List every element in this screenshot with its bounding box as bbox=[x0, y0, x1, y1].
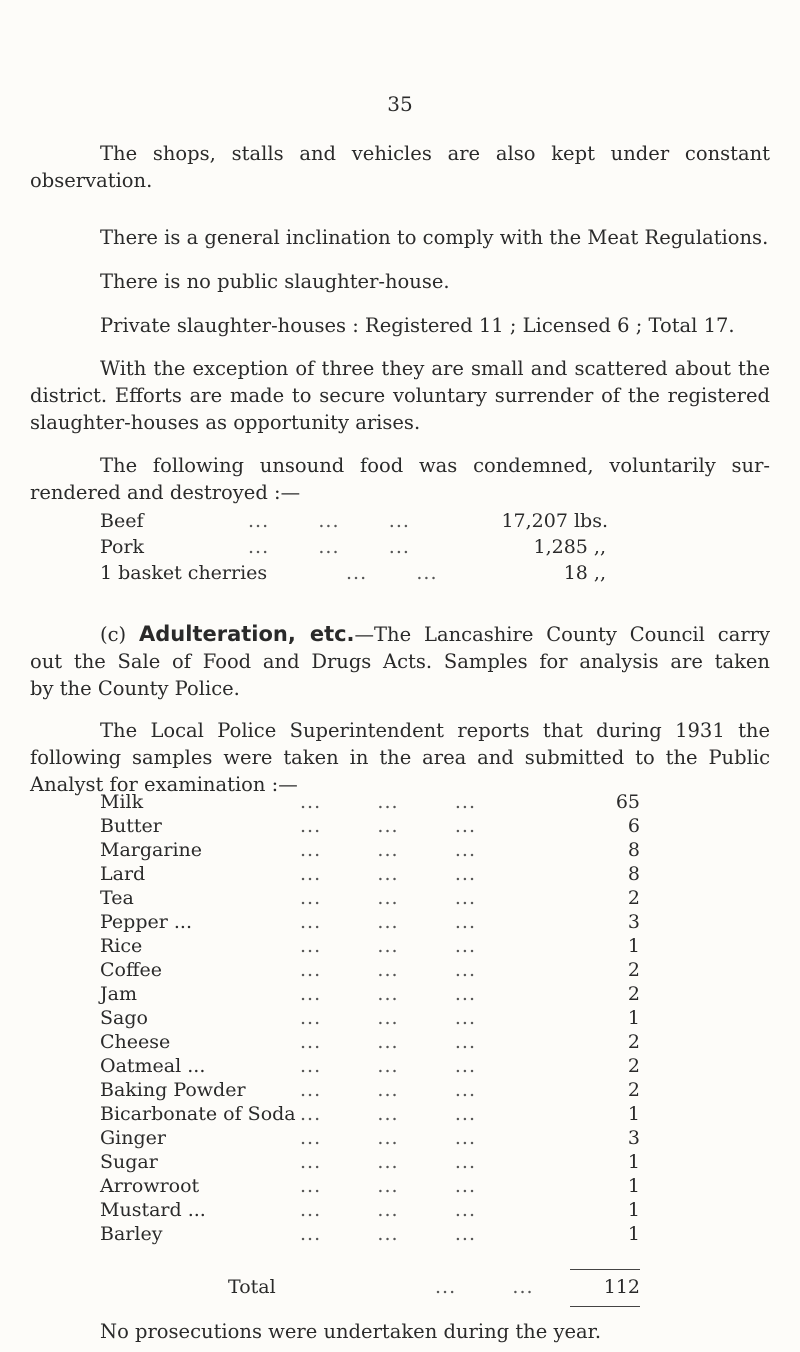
sample-count: 2 bbox=[627, 887, 640, 909]
sample-count: 1 bbox=[627, 1175, 640, 1197]
leader-dots: ... ... ... bbox=[300, 1103, 476, 1125]
leader-dots: ... ... ... bbox=[300, 959, 476, 981]
para-exception-line3: slaughter-houses as opportunity arises. bbox=[30, 411, 421, 434]
para-closing: No prosecutions were undertaken during the year. bbox=[100, 1320, 602, 1343]
sample-item: Mustard ... bbox=[100, 1199, 206, 1221]
sample-item: Baking Powder bbox=[100, 1079, 246, 1101]
condemned-row bbox=[100, 536, 606, 562]
leader-dots: ... ... ... bbox=[300, 911, 476, 933]
sample-row bbox=[100, 1031, 640, 1057]
sample-item: Butter bbox=[100, 815, 162, 837]
leader-dots: ... ... ... bbox=[300, 1175, 476, 1197]
para-adulteration-line1 bbox=[30, 621, 770, 648]
sample-count: 2 bbox=[627, 1079, 640, 1101]
sample-row bbox=[100, 791, 640, 817]
leader-dots: ... ... ... bbox=[300, 1055, 476, 1077]
sample-row bbox=[100, 1175, 640, 1201]
condemned-item: Beef bbox=[100, 510, 144, 532]
sample-row bbox=[100, 935, 640, 961]
sample-row bbox=[100, 1127, 640, 1153]
condemned-item: Pork bbox=[100, 536, 145, 558]
leader-dots: ... ... ... bbox=[300, 983, 476, 1005]
sample-item: Oatmeal ... bbox=[100, 1055, 206, 1077]
leader-dots: ... ... ... bbox=[300, 1223, 476, 1245]
sample-item: Bicarbonate of Soda bbox=[100, 1103, 296, 1125]
section-heading: Adulteration, etc. bbox=[139, 622, 355, 646]
sample-row bbox=[100, 911, 640, 937]
para-private-slaughterhouses: Private slaughter-houses : Registered 11 ; Licensed 6 ; Total 17. bbox=[100, 314, 735, 337]
sample-count: 1 bbox=[627, 1151, 640, 1173]
para-police-report-line1: The Local Police Superintendent reports that during 1931 the bbox=[100, 719, 770, 742]
leader-dots: ... ... ... bbox=[300, 863, 476, 885]
leader-dots: ... ... ... bbox=[300, 839, 476, 861]
para-meat-regulations: There is a general inclination to comply with the Meat Regulations. bbox=[100, 226, 769, 249]
sample-count: 1 bbox=[627, 1223, 640, 1245]
sample-row bbox=[100, 1223, 640, 1249]
sample-row bbox=[100, 1079, 640, 1105]
leader-dots: ... ... ... bbox=[300, 1199, 476, 1221]
sample-row bbox=[100, 863, 640, 889]
condemned-row bbox=[100, 510, 608, 536]
total-label: Total bbox=[228, 1276, 276, 1298]
total-value: 112 bbox=[603, 1276, 640, 1298]
sample-count: 1 bbox=[627, 1007, 640, 1029]
sample-count: 2 bbox=[627, 959, 640, 981]
sample-row bbox=[100, 1103, 640, 1129]
para-adulteration-rest: —The Lancashire County Council carry bbox=[354, 623, 770, 646]
sample-item: Sugar bbox=[100, 1151, 158, 1173]
para-adulteration-line3: by the County Police. bbox=[30, 677, 240, 700]
para-unsound-food-line1: The following unsound food was condemned, voluntarily sur- bbox=[100, 454, 770, 477]
para-shops bbox=[30, 140, 770, 194]
sample-item: Arrowroot bbox=[100, 1175, 200, 1197]
condemned-row bbox=[100, 562, 606, 588]
leader-dots: ... ... bbox=[435, 1276, 534, 1298]
para-police-report-line3: Analyst for examination :— bbox=[30, 773, 298, 796]
sample-count: 1 bbox=[627, 1199, 640, 1221]
sample-count: 6 bbox=[627, 815, 640, 837]
condemned-amount: 1,285 ,, bbox=[533, 536, 606, 558]
sample-row bbox=[100, 1007, 640, 1033]
sample-row bbox=[100, 1199, 640, 1225]
condemned-amount: 18 ,, bbox=[563, 562, 606, 584]
para-exception bbox=[30, 355, 770, 436]
sample-item: Ginger bbox=[100, 1127, 166, 1149]
para-exception-line2: district. Efforts are made to secure voluntary surrender of the registered bbox=[30, 384, 770, 407]
sample-item: Sago bbox=[100, 1007, 148, 1029]
para-no-public-slaughterhouse: There is no public slaughter-house. bbox=[100, 270, 450, 293]
sample-count: 2 bbox=[627, 983, 640, 1005]
leader-dots: ... ... ... bbox=[300, 1031, 476, 1053]
para-shops-line2: observation. bbox=[30, 169, 153, 192]
page-number: 35 bbox=[387, 92, 413, 116]
para-exception-line1: With the exception of three they are small and scattered about the bbox=[100, 357, 770, 380]
para-adulteration bbox=[30, 621, 770, 702]
section-label: (c) bbox=[100, 623, 140, 646]
leader-dots: ... ... ... bbox=[300, 1151, 476, 1173]
condemned-item: 1 basket cherries bbox=[100, 562, 268, 584]
leader-dots: ... ... ... bbox=[300, 887, 476, 909]
leader-dots: ... ... ... bbox=[300, 791, 476, 813]
sample-count: 1 bbox=[627, 935, 640, 957]
sample-count: 2 bbox=[627, 1055, 640, 1077]
sample-row bbox=[100, 1151, 640, 1177]
total-rule-bottom bbox=[570, 1306, 640, 1307]
para-unsound-food bbox=[30, 452, 770, 506]
para-shops-line1: The shops, stalls and vehicles are also kept under constant bbox=[100, 142, 770, 165]
sample-row bbox=[100, 983, 640, 1009]
leader-dots: ... ... bbox=[346, 562, 438, 584]
sample-row bbox=[100, 1055, 640, 1081]
para-police-report bbox=[30, 717, 770, 798]
sample-item: Milk bbox=[100, 791, 144, 813]
leader-dots: ... ... ... bbox=[248, 510, 410, 532]
para-adulteration-line2: out the Sale of Food and Drugs Acts. Samples for analysis are taken bbox=[30, 650, 770, 673]
sample-count: 8 bbox=[627, 839, 640, 861]
sample-item: Margarine bbox=[100, 839, 202, 861]
sample-item: Pepper ... bbox=[100, 911, 192, 933]
leader-dots: ... ... ... bbox=[300, 1007, 476, 1029]
sample-count: 2 bbox=[627, 1031, 640, 1053]
sample-item: Rice bbox=[100, 935, 143, 957]
sample-count: 8 bbox=[627, 863, 640, 885]
leader-dots: ... ... ... bbox=[248, 536, 410, 558]
sample-count: 3 bbox=[627, 1127, 640, 1149]
sample-item: Coffee bbox=[100, 959, 162, 981]
sample-row bbox=[100, 887, 640, 913]
sample-item: Cheese bbox=[100, 1031, 171, 1053]
sample-count: 65 bbox=[615, 791, 640, 813]
sample-count: 1 bbox=[627, 1103, 640, 1125]
sample-item: Tea bbox=[100, 887, 134, 909]
leader-dots: ... ... ... bbox=[300, 815, 476, 837]
sample-count: 3 bbox=[627, 911, 640, 933]
condemned-amount: 17,207 lbs. bbox=[501, 510, 608, 532]
sample-item: Lard bbox=[100, 863, 146, 885]
total-row bbox=[100, 1276, 640, 1302]
total-rule-top bbox=[570, 1269, 640, 1270]
leader-dots: ... ... ... bbox=[300, 1079, 476, 1101]
sample-row bbox=[100, 839, 640, 865]
leader-dots: ... ... ... bbox=[300, 1127, 476, 1149]
sample-row bbox=[100, 815, 640, 841]
para-police-report-line2: following samples were taken in the area and submitted to the Public bbox=[30, 746, 770, 769]
sample-row bbox=[100, 959, 640, 985]
sample-item: Barley bbox=[100, 1223, 163, 1245]
sample-item: Jam bbox=[100, 983, 137, 1005]
para-unsound-food-line2: rendered and destroyed :— bbox=[30, 481, 301, 504]
leader-dots: ... ... ... bbox=[300, 935, 476, 957]
